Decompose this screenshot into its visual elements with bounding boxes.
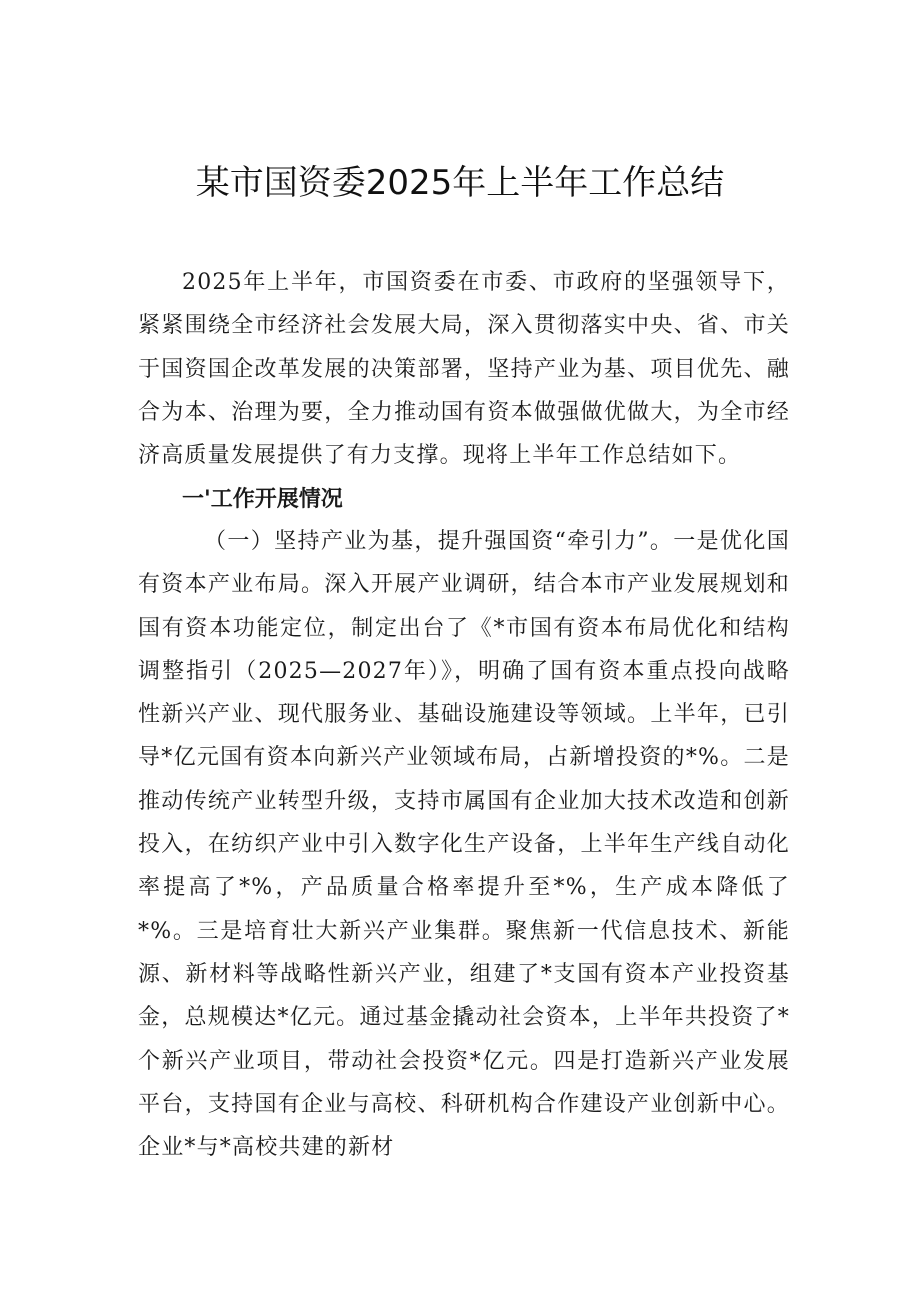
section1-paragraph: （一）坚持产业为基，提升强国资“牵引力”。一是优化国有资本产业布局。深入开展产业调研，结合本市产业发展规划和国有资本功能定位，制定出台了《*市国有资本布局优化和结构调整指引（2025—2027年）》，明确了国有资本重点投向战略性新兴产业、现代服务业、基础设施建设等领域。上半年，已引导*亿元国有资本向新兴产业领域布局，占新增投资的*%。二是推动传统产业转型升级，支持市属国有企业加大技术改造和创新投入，在纺织产业中引入数字化生产设备，上半年生产线自动化率提高了*%，产品质量合格率提升至*%，生产成本降低了*%。三是培育壮大新兴产业集群。聚焦新一代信息技术、新能源、新材料等战略性新兴产业，组建了*支国有资本产业投资基金，总规模达*亿元。通过基金撬动社会资本，上半年共投资了*个新兴产业项目，带动社会投资*亿元。四是打造新兴产业发展平台，支持国有企业与高校、科研机构合作建设产业创新中心。企业*与*高校共建的新材 (138, 529, 790, 1161)
intro-paragraph: 2025年上半年，市国资委在市委、市政府的坚强领导下，紧紧围绕全市经济社会发展大局，深入贯彻落实中央、省、市关于国资国企改革发展的决策部署，坚持产业为基、项目优先、融合为本、治理为要，全力推动国有资本做强做优做大，为全市经济高质量发展提供了有力支撑。现将上半年工作总结如下。 (138, 270, 790, 469)
section-heading: 一'工作开展情况 (182, 487, 343, 512)
document-title: 某市国资委2025年上半年工作总结 (195, 163, 725, 203)
